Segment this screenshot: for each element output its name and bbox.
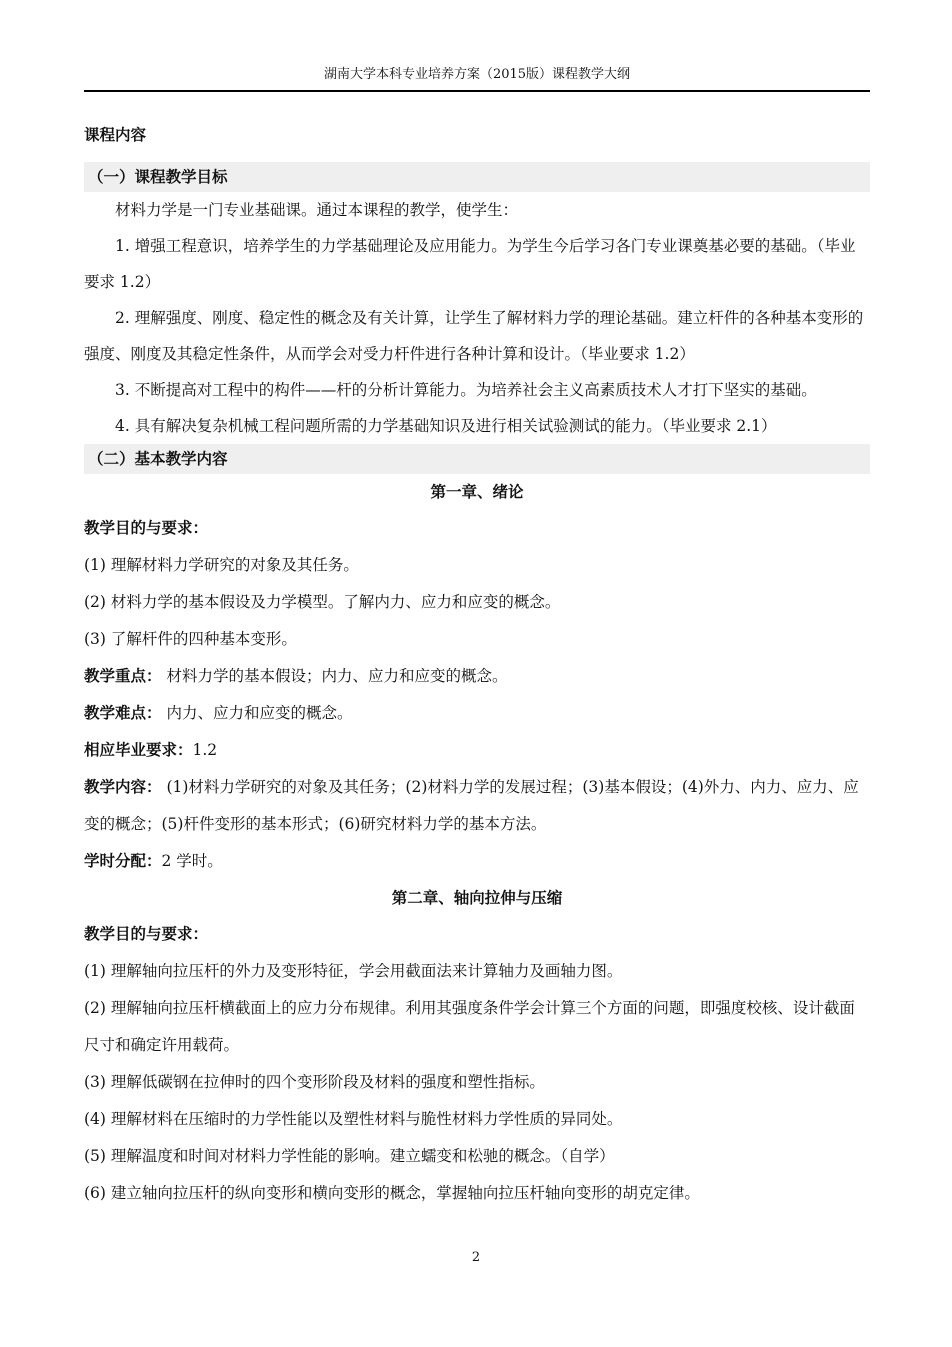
- requirement-item: (3) 了解杆件的四种基本变形。: [84, 630, 297, 648]
- requirement-item: (1) 理解轴向拉压杆的外力及变形特征，学会用截面法来计算轴力及画轴力图。: [84, 962, 623, 980]
- subsection-title-content: （二）基本教学内容: [84, 444, 870, 474]
- key-points-text: 材料力学的基本假设；内力、应力和应变的概念。: [166, 667, 508, 685]
- page-header: 湖南大学本科专业培养方案（2015版）课程教学大纲: [84, 60, 870, 92]
- key-points: [84, 658, 870, 695]
- page-number: 2: [471, 1250, 481, 1265]
- hours: [84, 843, 870, 880]
- chapter-title: 第二章、轴向拉伸与压缩: [391, 889, 563, 907]
- requirement-item: (4) 理解材料在压缩时的力学性能以及塑性材料与脆性材料力学性质的异同处。: [84, 1110, 623, 1128]
- requirement-item: (3) 理解低碳钢在拉伸时的四个变形阶段及材料的强度和塑性指标。: [84, 1073, 545, 1091]
- goal-item: 4. 具有解决复杂机械工程问题所需的力学基础知识及进行相关试验测试的能力。（毕业要求 2.1）: [115, 417, 777, 435]
- graduation-req-text: 1.2: [192, 741, 218, 759]
- teaching-content-text: (1)材料力学研究的对象及其任务；(2)材料力学的发展过程；(3)基本假设；(4)外力、内力、应力、应变的概念；(5)杆件变形的基本形式；(6)研究材料力学的基本方法。: [84, 778, 859, 833]
- requirement-item: (2) 理解轴向拉压杆横截面上的应力分布规律。利用其强度条件学会计算三个方面的问题，即强度校核、设计截面尺寸和确定许用载荷。: [84, 999, 855, 1054]
- document-body: [84, 118, 870, 1212]
- hours-label: 学时分配：: [84, 852, 162, 870]
- chapter-title: 第一章、绪论: [430, 483, 524, 501]
- difficulties-text: 内力、应力和应变的概念。: [166, 704, 353, 722]
- goal-item: 3. 不断提高对工程中的构件——杆的分析计算能力。为培养社会主义高素质技术人才打下坚实的基础。: [115, 381, 817, 399]
- requirement-item: (2) 材料力学的基本假设及力学模型。了解内力、应力和应变的概念。: [84, 593, 561, 611]
- teaching-content: [84, 769, 870, 843]
- hours-text: 2 学时。: [161, 852, 223, 870]
- key-points-label: 教学重点：: [84, 667, 162, 685]
- section-title: 课程内容: [84, 126, 147, 144]
- requirement-item: (6) 建立轴向拉压杆的纵向变形和横向变形的概念，掌握轴向拉压杆轴向变形的胡克定律。: [84, 1184, 700, 1202]
- requirement-item: (1) 理解材料力学研究的对象及其任务。: [84, 556, 359, 574]
- goals-label: 教学目的与要求：: [84, 925, 209, 943]
- goal-item: 2. 理解强度、刚度、稳定性的概念及有关计算，让学生了解材料力学的理论基础。建立杆件的各种基本变形的强度、刚度及其稳定性条件，从而学会对受力杆件进行各种计算和设计。（毕业要求 1.2）: [84, 309, 864, 363]
- goal-item: 1. 增强工程意识，培养学生的力学基础理论及应用能力。为学生今后学习各门专业课奠基必要的基础。（毕业要求 1.2）: [84, 237, 856, 291]
- goals-intro: 材料力学是一门专业基础课。通过本课程的教学，使学生：: [115, 201, 519, 219]
- goals-label: 教学目的与要求：: [84, 519, 209, 537]
- graduation-req: [84, 732, 870, 769]
- subsection-title-goals: （一）课程教学目标: [84, 162, 870, 192]
- difficulties: [84, 695, 870, 732]
- graduation-req-label: 相应毕业要求：: [84, 741, 193, 759]
- requirement-item: (5) 理解温度和时间对材料力学性能的影响。建立蠕变和松驰的概念。（自学）: [84, 1147, 615, 1165]
- difficulties-label: 教学难点：: [84, 704, 162, 722]
- teaching-content-label: 教学内容：: [84, 778, 162, 796]
